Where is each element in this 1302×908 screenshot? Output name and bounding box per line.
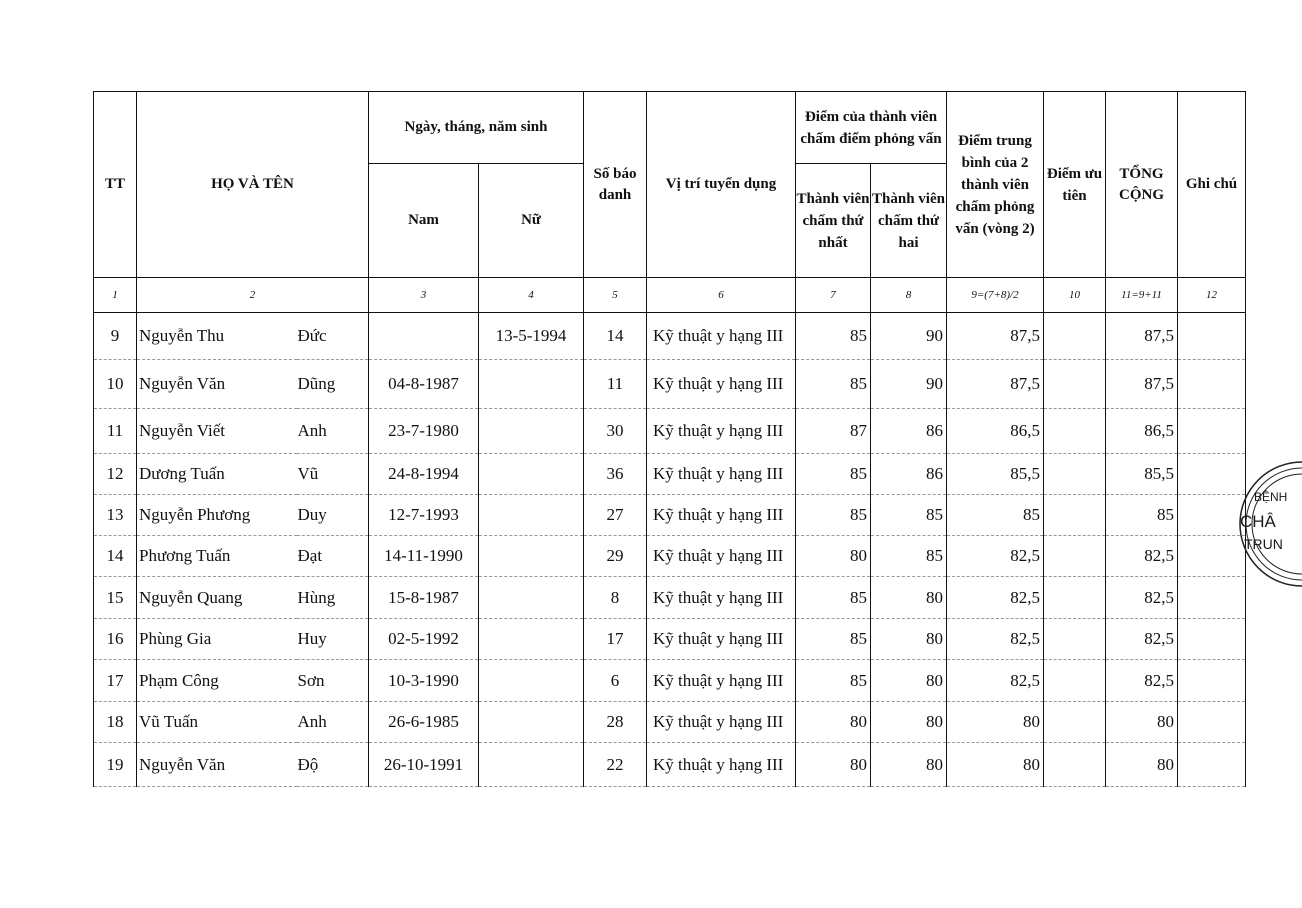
dob-male: 23-7-1980 [369,409,479,454]
table-row [94,454,1246,495]
recruitment-position: Kỹ thuật y hạng III [647,360,796,409]
score-member1: 80 [796,702,871,743]
score-member2: 80 [871,577,947,619]
given-name: Vũ [297,454,369,495]
average-score: 87,5 [947,360,1044,409]
header-position: Vị trí tuyển dụng [647,92,796,278]
row-number: 12 [94,454,137,495]
candidate-number: 17 [584,619,647,660]
dob-male: 04-8-1987 [369,360,479,409]
priority-score [1044,360,1106,409]
priority-score [1044,313,1106,360]
note [1178,313,1246,360]
total-score: 82,5 [1106,577,1178,619]
table-row [94,360,1246,409]
table-row [94,409,1246,454]
row-number: 13 [94,495,137,536]
given-name: Độ [297,743,369,787]
full-name-surname: Phùng Gia [137,619,297,660]
full-name-surname: Nguyễn Văn [137,360,297,409]
given-name: Huy [297,619,369,660]
header-name: HỌ VÀ TÊN [137,92,369,278]
recruitment-position: Kỹ thuật y hạng III [647,454,796,495]
row-number: 18 [94,702,137,743]
dob-female [479,702,584,743]
col-number: 4 [479,278,584,313]
score-member2: 86 [871,454,947,495]
full-name-surname: Nguyễn Phương [137,495,297,536]
table-row [94,619,1246,660]
row-number: 15 [94,577,137,619]
header-score-group: Điểm của thành viên chấm điểm phỏng vấn [796,92,947,164]
header-total: TỔNG CỘNG [1106,92,1178,278]
dob-male: 24-8-1994 [369,454,479,495]
col-number: 9=(7+8)/2 [947,278,1044,313]
full-name-surname: Phương Tuấn [137,536,297,577]
table-body [94,313,1246,787]
priority-score [1044,495,1106,536]
score-member1: 87 [796,409,871,454]
score-member1: 85 [796,313,871,360]
header-male: Nam [369,164,479,278]
total-score: 82,5 [1106,619,1178,660]
row-number: 10 [94,360,137,409]
dob-female: 13-5-1994 [479,313,584,360]
table-row [94,702,1246,743]
col-number: 12 [1178,278,1246,313]
score-member1: 85 [796,660,871,702]
total-score: 82,5 [1106,660,1178,702]
dob-male: 14-11-1990 [369,536,479,577]
dob-male [369,313,479,360]
recruitment-position: Kỹ thuật y hạng III [647,702,796,743]
full-name-surname: Phạm Công [137,660,297,702]
full-name-surname: Nguyễn Thu [137,313,297,360]
row-number: 14 [94,536,137,577]
header-dob: Ngày, tháng, năm sinh [369,92,584,164]
dob-female [479,743,584,787]
score-member1: 85 [796,619,871,660]
full-name-surname: Dương Tuấn [137,454,297,495]
average-score: 87,5 [947,313,1044,360]
dob-female [479,360,584,409]
note [1178,360,1246,409]
score-member2: 80 [871,619,947,660]
seal-stamp [1222,444,1302,604]
full-name-surname: Nguyễn Quang [137,577,297,619]
score-member1: 80 [796,743,871,787]
table-header [94,92,1246,278]
col-number: 3 [369,278,479,313]
recruitment-position: Kỹ thuật y hạng III [647,577,796,619]
note [1178,619,1246,660]
recruitment-position: Kỹ thuật y hạng III [647,536,796,577]
given-name: Đức [297,313,369,360]
interview-results-table [93,91,1246,787]
header-member1: Thành viên chấm thứ nhất [796,164,871,278]
score-member1: 80 [796,536,871,577]
score-member2: 90 [871,360,947,409]
col-number: 5 [584,278,647,313]
score-member1: 85 [796,454,871,495]
given-name: Duy [297,495,369,536]
candidate-number: 6 [584,660,647,702]
average-score: 82,5 [947,619,1044,660]
table-row [94,577,1246,619]
recruitment-position: Kỹ thuật y hạng III [647,660,796,702]
priority-score [1044,743,1106,787]
table-row [94,313,1246,360]
given-name: Anh [297,702,369,743]
average-score: 82,5 [947,536,1044,577]
dob-female [479,536,584,577]
dob-male: 15-8-1987 [369,577,479,619]
header-note: Ghi chú [1178,92,1246,278]
stamp-line3: TRUN [1244,536,1283,552]
priority-score [1044,702,1106,743]
dob-female [479,619,584,660]
row-number: 16 [94,619,137,660]
dob-female [479,454,584,495]
score-member2: 80 [871,743,947,787]
score-member2: 90 [871,313,947,360]
score-member2: 85 [871,495,947,536]
col-number: 1 [94,278,137,313]
dob-female [479,495,584,536]
average-score: 86,5 [947,409,1044,454]
priority-score [1044,409,1106,454]
note [1178,660,1246,702]
col-number: 10 [1044,278,1106,313]
score-member2: 86 [871,409,947,454]
total-score: 85,5 [1106,454,1178,495]
average-score: 85 [947,495,1044,536]
score-member2: 80 [871,702,947,743]
total-score: 82,5 [1106,536,1178,577]
header-tt: TT [94,92,137,278]
total-score: 86,5 [1106,409,1178,454]
given-name: Đạt [297,536,369,577]
note [1178,702,1246,743]
row-number: 17 [94,660,137,702]
dob-female [479,577,584,619]
average-score: 80 [947,702,1044,743]
dob-male: 02-5-1992 [369,619,479,660]
total-score: 87,5 [1106,313,1178,360]
given-name: Dũng [297,360,369,409]
score-member2: 80 [871,660,947,702]
recruitment-position: Kỹ thuật y hạng III [647,409,796,454]
score-member2: 85 [871,536,947,577]
table-row [94,536,1246,577]
average-score: 80 [947,743,1044,787]
row-number: 9 [94,313,137,360]
col-number: 2 [137,278,369,313]
full-name-surname: Nguyễn Viết [137,409,297,454]
average-score: 82,5 [947,577,1044,619]
candidate-number: 29 [584,536,647,577]
recruitment-position: Kỹ thuật y hạng III [647,619,796,660]
dob-female [479,660,584,702]
priority-score [1044,660,1106,702]
recruitment-position: Kỹ thuật y hạng III [647,495,796,536]
average-score: 82,5 [947,660,1044,702]
dob-male: 12-7-1993 [369,495,479,536]
col-number: 8 [871,278,947,313]
full-name-surname: Nguyễn Văn [137,743,297,787]
candidate-number: 36 [584,454,647,495]
dob-male: 26-10-1991 [369,743,479,787]
column-number-row [94,278,1246,313]
col-number: 6 [647,278,796,313]
score-member1: 85 [796,360,871,409]
average-score: 85,5 [947,454,1044,495]
total-score: 87,5 [1106,360,1178,409]
header-sbd: Số báo danh [584,92,647,278]
header-member2: Thành viên chấm thứ hai [871,164,947,278]
given-name: Sơn [297,660,369,702]
dob-female [479,409,584,454]
priority-score [1044,454,1106,495]
total-score: 85 [1106,495,1178,536]
dob-male: 10-3-1990 [369,660,479,702]
stamp-line2: CHÂ [1240,512,1276,531]
priority-score [1044,577,1106,619]
total-score: 80 [1106,702,1178,743]
dob-male: 26-6-1985 [369,702,479,743]
candidate-number: 28 [584,702,647,743]
candidate-number: 30 [584,409,647,454]
candidate-number: 11 [584,360,647,409]
header-priority: Điểm ưu tiên [1044,92,1106,278]
score-member1: 85 [796,495,871,536]
given-name: Anh [297,409,369,454]
table-row [94,660,1246,702]
recruitment-position: Kỹ thuật y hạng III [647,743,796,787]
table-row [94,743,1246,787]
priority-score [1044,536,1106,577]
full-name-surname: Vũ Tuấn [137,702,297,743]
row-number: 11 [94,409,137,454]
header-female: Nữ [479,164,584,278]
total-score: 80 [1106,743,1178,787]
given-name: Hùng [297,577,369,619]
score-member1: 85 [796,577,871,619]
col-number: 11=9+11 [1106,278,1178,313]
col-number: 7 [796,278,871,313]
candidate-number: 14 [584,313,647,360]
header-average: Điểm trung bình của 2 thành viên chấm phỏng vấn (vòng 2) [947,92,1044,278]
stamp-line1: BỆNH [1254,490,1288,504]
candidate-number: 8 [584,577,647,619]
row-number: 19 [94,743,137,787]
candidate-number: 27 [584,495,647,536]
priority-score [1044,619,1106,660]
table-row [94,495,1246,536]
note [1178,743,1246,787]
recruitment-position: Kỹ thuật y hạng III [647,313,796,360]
candidate-number: 22 [584,743,647,787]
